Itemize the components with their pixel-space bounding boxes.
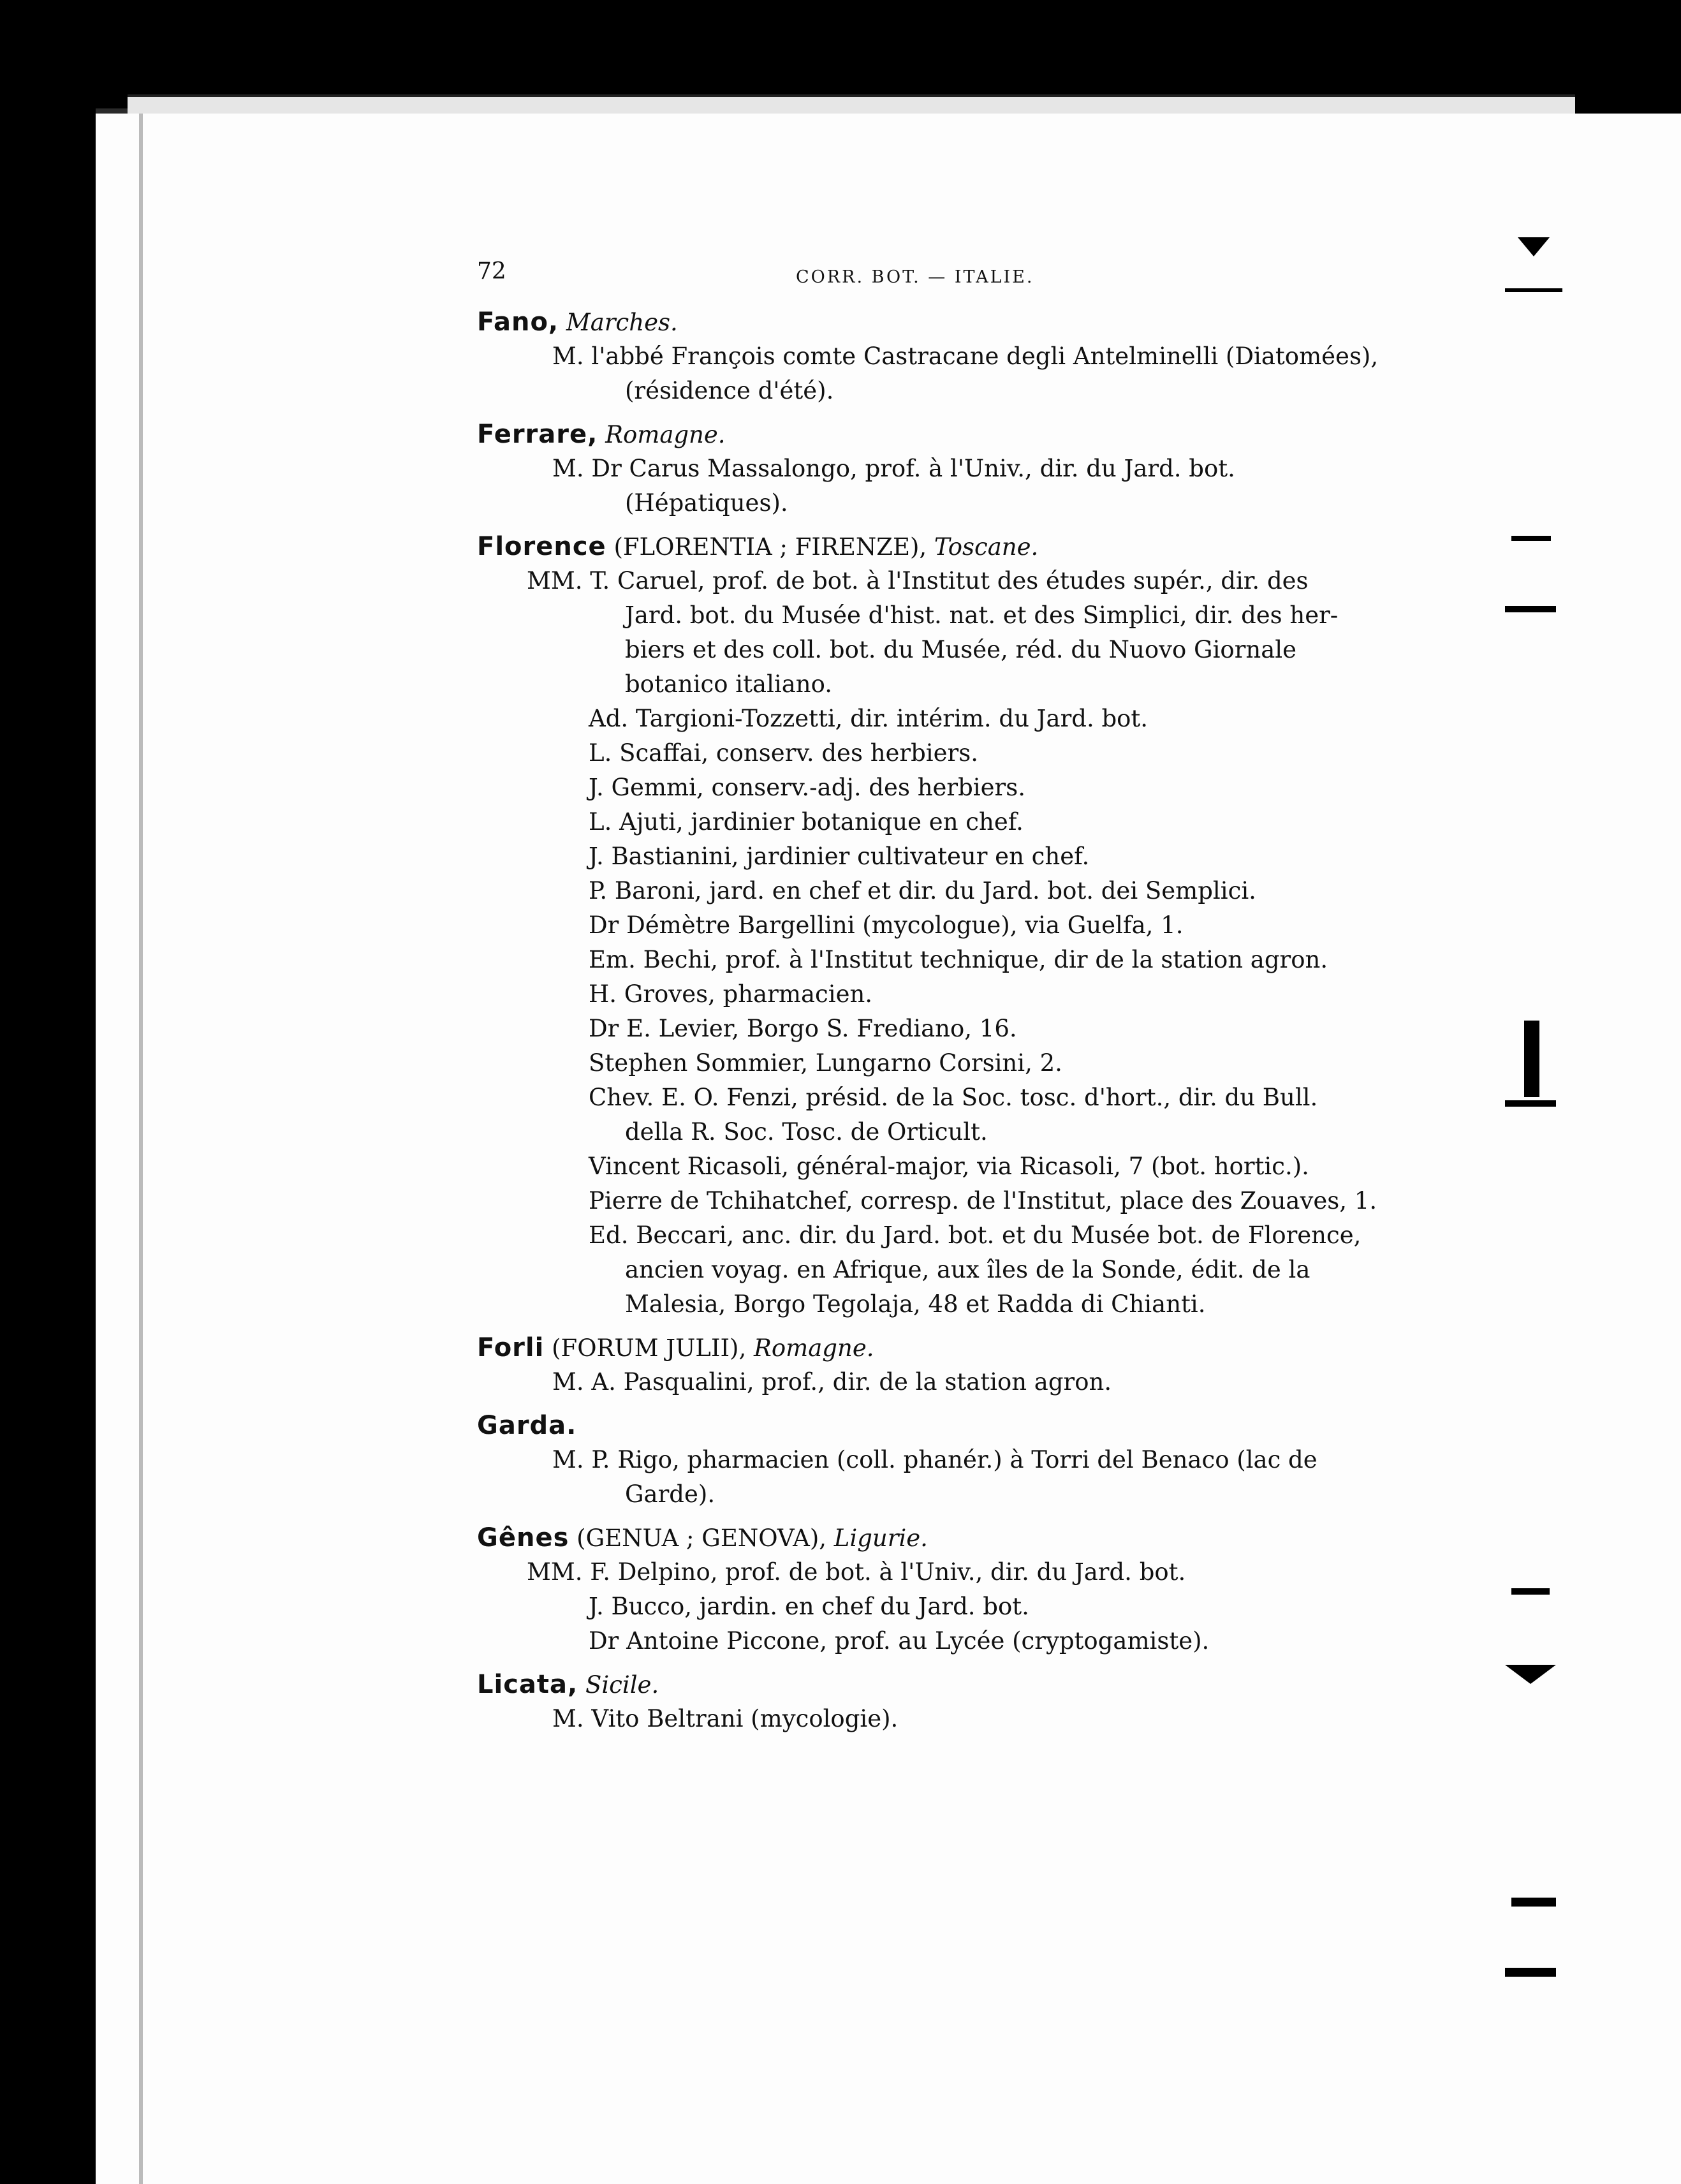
entry-line: M. P. Rigo, pharmacien (coll. phanér.) à Torri del Benaco (lac de (552, 1446, 1318, 1473)
place-name: Ferrare, (477, 420, 598, 449)
place-region: Ligurie. (833, 1524, 928, 1552)
scan-mark (1511, 1588, 1550, 1595)
entry-line: Garde). (625, 1480, 716, 1508)
scan-mark (1505, 1968, 1556, 1977)
entry-line: ancien voyag. en Afrique, aux îles de la Sonde, édit. de la (625, 1256, 1310, 1283)
place-heading (477, 417, 1312, 452)
entry-line: Chev. E. O. Fenzi, présid. de la Soc. tosc. d'hort., dir. du Bull. (589, 1084, 1318, 1111)
entry-line: Vincent Ricasoli, général-major, via Ricasoli, 7 (bot. hortic.). (589, 1153, 1309, 1180)
place-region: Toscane. (934, 533, 1039, 561)
entry-line: biers et des coll. bot. du Musée, réd. du Nuovo Giornale (625, 636, 1297, 663)
entry-line: M. l'abbé François comte Castracane degli Antelminelli (Diatomées), (552, 343, 1379, 370)
scan-mark (1511, 1898, 1556, 1907)
scan-mark (1505, 288, 1562, 292)
entry-line: Em. Bechi, prof. à l'Institut technique, dir de la station agron. (589, 946, 1328, 973)
place-name: Garda. (477, 1411, 577, 1440)
scan-mark (1505, 606, 1556, 612)
place-name: Forli (477, 1333, 545, 1362)
place-region: Sicile. (585, 1671, 659, 1699)
place-heading (477, 1331, 1312, 1365)
entry-line: J. Gemmi, conserv.-adj. des herbiers. (589, 774, 1025, 801)
place-heading (477, 529, 1312, 564)
entry-line: MM. F. Delpino, prof. de bot. à l'Univ., dir. du Jard. bot. (527, 1558, 1186, 1586)
entry-line: Pierre de Tchihatchef, corresp. de l'Institut, place des Zouaves, 1. (589, 1187, 1377, 1214)
entry-line: Jard. bot. du Musée d'hist. nat. et des Simplici, dir. des her- (625, 601, 1339, 629)
page-header (477, 258, 1314, 297)
place-alias: (GENUA ; GENOVA), (576, 1524, 827, 1552)
scan-mark (1511, 536, 1551, 541)
place-alias: (FLORENTIA ; FIRENZE), (613, 533, 927, 561)
place-heading (477, 1408, 1312, 1443)
entry-line: L. Ajuti, jardinier botanique en chef. (589, 808, 1024, 836)
page-fold-line (139, 114, 143, 2184)
place-heading (477, 1667, 1312, 1702)
place-name: Florence (477, 532, 606, 561)
entry-line: M. Vito Beltrani (mycologie). (552, 1705, 899, 1732)
page-number: 72 (477, 258, 506, 284)
entry-line: Dr Démètre Bargellini (mycologue), via Guelfa, 1. (589, 911, 1184, 939)
entry-line: H. Groves, pharmacien. (589, 980, 873, 1008)
entry-line: L. Scaffai, conserv. des herbiers. (589, 739, 978, 767)
entry-line: della R. Soc. Tosc. de Orticult. (625, 1118, 988, 1146)
entry-line: (résidence d'été). (625, 377, 834, 404)
place-heading (477, 1521, 1312, 1555)
scan-mark (1524, 1021, 1539, 1097)
entry-line: Malesia, Borgo Tegolaja, 48 et Radda di Chianti. (625, 1290, 1206, 1318)
directory-content (477, 305, 1379, 1736)
entry-line: Ad. Targioni-Tozzetti, dir. intérim. du Jard. bot. (589, 705, 1149, 732)
entry-line: Stephen Sommier, Lungarno Corsini, 2. (589, 1049, 1062, 1077)
place-region: Marches. (566, 309, 678, 336)
entry-line: J. Bucco, jardin. en chef du Jard. bot. (589, 1593, 1029, 1620)
entry-line: Dr Antoine Piccone, prof. au Lycée (cryptogamiste). (589, 1627, 1210, 1655)
place-heading (477, 305, 1312, 339)
entry-line: (Hépatiques). (625, 489, 788, 517)
entry-line: M. Dr Carus Massalongo, prof. à l'Univ., dir. du Jard. bot. (552, 455, 1235, 482)
place-alias: (FORUM JULII), (552, 1334, 747, 1362)
entry-line: P. Baroni, jard. en chef et dir. du Jard. bot. dei Semplici. (589, 877, 1256, 904)
entry-line: Dr E. Levier, Borgo S. Frediano, 16. (589, 1015, 1017, 1042)
place-name: Gênes (477, 1523, 569, 1553)
place-name: Licata, (477, 1670, 578, 1699)
entry-line: J. Bastianini, jardinier cultivateur en chef. (589, 843, 1090, 870)
place-region: Romagne. (754, 1334, 874, 1362)
running-title: CORR. BOT. — ITALIE. (796, 267, 1034, 287)
place-name: Fano, (477, 307, 559, 337)
entry-line: M. A. Pasqualini, prof., dir. de la station agron. (552, 1368, 1112, 1396)
entry-line: botanico italiano. (625, 670, 833, 698)
entry-line: Ed. Beccari, anc. dir. du Jard. bot. et du Musée bot. de Florence, (589, 1221, 1362, 1249)
entry-line: MM. T. Caruel, prof. de bot. à l'Institut des études supér., dir. des (527, 567, 1309, 594)
place-region: Romagne. (605, 421, 726, 448)
scan-mark (1505, 1100, 1556, 1107)
